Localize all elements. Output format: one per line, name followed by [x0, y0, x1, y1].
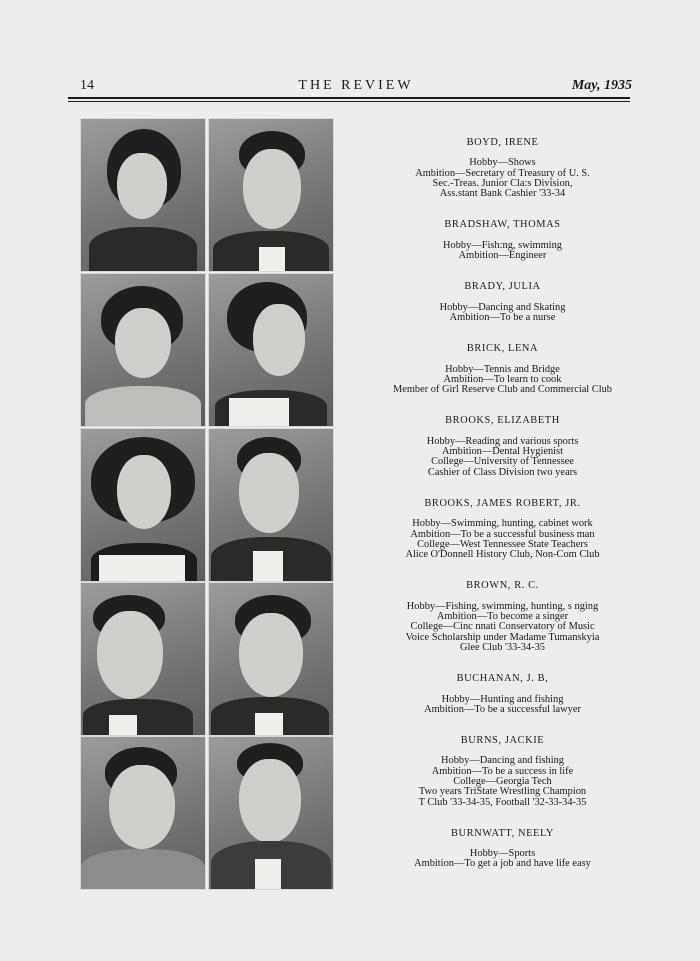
- entry-line: Hobby—Reading and various sports: [426, 435, 579, 447]
- entry-line: Ambition—To be a successful lawyer: [424, 703, 581, 715]
- entry-line: Ass.stant Bank Cashier '33-34: [439, 188, 566, 200]
- header-rule-thick: [68, 97, 630, 99]
- entry-line: Hobby—Tennis and Bridge: [445, 363, 560, 375]
- student-name: BUCHANAN, J. B,: [456, 673, 549, 685]
- student-entry: [345, 829, 660, 870]
- entry-line: Hobby—Swimming, hunting, cabinet work: [412, 518, 593, 530]
- entry-line: Ambition—To be a successful business man: [410, 528, 595, 540]
- student-name: BROOKS, JAMES ROBERT, JR.: [424, 497, 581, 509]
- entry-line: Member of Girl Reserve Club and Commercial Club: [392, 384, 613, 396]
- student-entry: [345, 416, 660, 477]
- portrait-brown-rc: [80, 582, 206, 736]
- student-name: BURNS, JACKIE: [460, 735, 545, 747]
- entry-line: College—Cinc nnati Conservatory of Music: [410, 621, 595, 633]
- entry-line: Ambition—To become a singer: [436, 611, 569, 623]
- entry-line: Hobby—Fish:ng, swimming: [443, 239, 562, 251]
- student-entry: [345, 499, 660, 560]
- entry-line: Voice Scholarship under Madame Tumanskyia: [405, 631, 600, 643]
- entry-line: Ambition—To get a job and have life easy: [414, 858, 591, 870]
- portrait-brooks-james: [208, 428, 334, 582]
- portrait-grid: [80, 118, 336, 890]
- student-name: BROWN, R. C.: [466, 580, 539, 592]
- entry-line: Hobby—Dancing and Skating: [439, 301, 566, 313]
- portrait-brooks-elizabeth: [80, 428, 206, 582]
- portrait-brick-lena: [208, 273, 334, 427]
- portrait-bradshaw-thomas: [208, 118, 334, 272]
- student-entry: [345, 581, 660, 653]
- entry-line: Ambition—To learn to cook: [443, 373, 562, 385]
- portrait-buchanan-jb: [208, 582, 334, 736]
- portrait-brady-julia: [80, 273, 206, 427]
- entry-line: Hobby—Shows: [469, 157, 536, 169]
- page-number: 14: [80, 78, 94, 93]
- entry-line: T Club '33-34-35, Football '32-33-34-35: [418, 796, 587, 808]
- student-name: BRADY, JULIA: [464, 281, 541, 293]
- entry-line: Ambition—Dental Hygienist: [442, 446, 563, 458]
- student-name: BURNWATT, NEELY: [451, 827, 554, 839]
- entry-line: Cashier of Class Division two years: [427, 466, 578, 478]
- publication-title: THE REVIEW: [298, 78, 414, 93]
- student-entry: [345, 220, 660, 261]
- portrait-boyd-irene: [80, 118, 206, 272]
- student-entry: [345, 674, 660, 715]
- student-entry: [345, 736, 660, 808]
- entry-line: Hobby—Sports: [469, 848, 536, 860]
- portrait-burns-jackie: [80, 736, 206, 890]
- entry-line: Ambition—Secretary of Treasury of U. S.: [415, 167, 590, 179]
- portrait-burnwatt-neely: [208, 736, 334, 890]
- entry-line: Hobby—Fishing, swimming, hunting, s nging: [406, 600, 599, 612]
- entry-line: College—University of Tennessee: [431, 456, 574, 468]
- page-header: [80, 78, 632, 98]
- header-rule-thin: [68, 101, 630, 102]
- entry-line: Ambition—To be a success in life: [431, 765, 574, 777]
- student-name: BOYD, IRENE: [466, 137, 539, 148]
- entry-line: College—West Tennessee State Teachers: [417, 538, 588, 550]
- issue-date: May, 1935: [571, 78, 632, 93]
- entry-line: Alice O'Donnell History Club, Non-Com Club: [405, 549, 600, 561]
- student-entries: [345, 138, 660, 891]
- entry-line: Hobby—Dancing and fishing: [441, 755, 564, 767]
- student-entry: [345, 282, 660, 323]
- entry-line: Hobby—Hunting and fishing: [441, 693, 564, 705]
- student-entry: [345, 344, 660, 395]
- student-name: BRICK, LENA: [466, 343, 539, 355]
- entry-line: Sec.-Treas. Junior Cla:s Division,: [432, 177, 573, 189]
- entry-line: Glee Club '33-34-35: [460, 641, 545, 653]
- student-entry: [345, 138, 660, 199]
- entry-line: Ambition—Engineer: [458, 250, 547, 262]
- student-name: BROOKS, ELIZABETH: [445, 415, 560, 427]
- entry-line: College—Georgia Tech: [453, 775, 552, 787]
- student-name: BRADSHAW, THOMAS: [444, 219, 561, 231]
- entry-line: Two years TriState Wrestling Champion: [418, 786, 587, 798]
- entry-line: Ambition—To be a nurse: [449, 311, 556, 323]
